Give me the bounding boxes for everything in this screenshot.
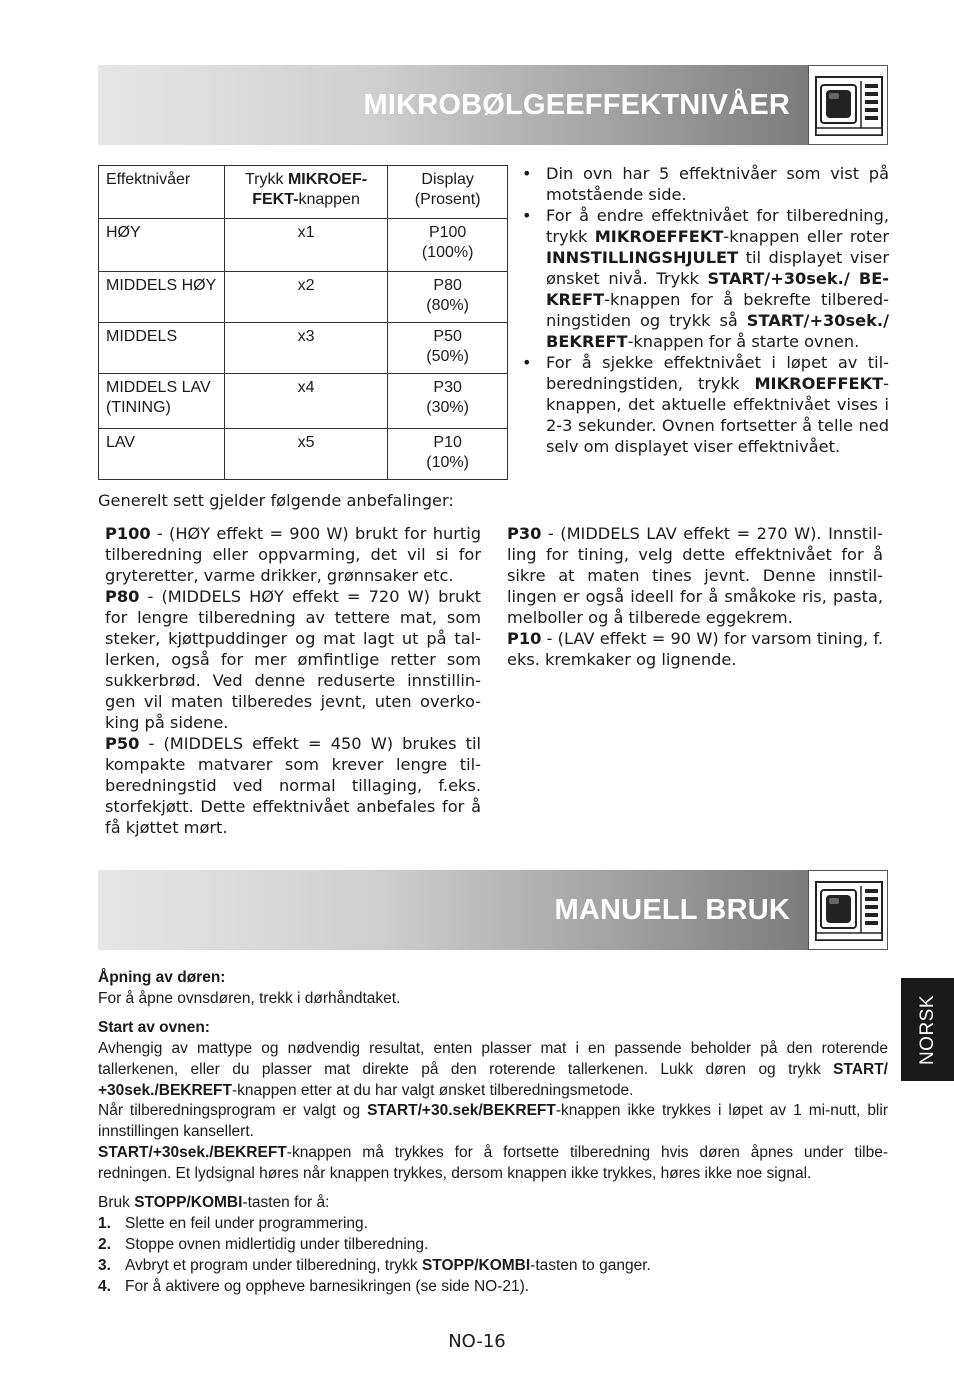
language-label: NORSK [916,994,938,1065]
text: x5 [297,434,315,451]
table-row [99,429,508,480]
text: For å aktivere og oppheve barnesikringen (se side NO-21). [125,1278,530,1295]
text: P10 [433,434,462,451]
text: Din ovn har 5 effektnivåer som vist på motstående side. [546,164,889,204]
text: -tasten for å: [242,1194,330,1211]
recommendation-paragraph [105,523,481,586]
list-number: 4. [98,1278,111,1295]
bold-text: STOPP/KOMBI [134,1194,243,1211]
table-header-cell [99,166,225,219]
text: x3 [297,328,315,345]
bullet-item [522,352,889,457]
level-cell [99,272,225,323]
section-title: MIKROBØLGEEFFEKTNIVÅER [363,89,790,121]
bold-text: START/ +30sek./BEKREFT [98,1061,888,1099]
table-header-cell [388,166,508,219]
recommendation-paragraph [507,523,883,628]
list-item [98,1276,651,1297]
text: (30%) [426,399,469,416]
text: MIDDELS [106,328,178,345]
recommendations-right-column [507,523,883,670]
bold-text: MIKROEFFEKT [594,227,724,246]
bold-text: P10 [507,629,542,648]
display-cell [388,219,508,272]
text: x4 [297,379,315,396]
presses-cell [224,219,387,272]
text: P30 [433,379,462,396]
text: Effektnivåer [106,171,191,188]
language-tab [901,978,954,1081]
bullet-item [522,163,889,205]
text: P80 [433,277,462,294]
text: (TINING) [106,399,171,416]
bold-text: P30 [507,524,542,543]
text: For å sjekke effektnivået i løpet av til-beredningstiden, trykk [546,353,889,393]
table-row [99,374,508,429]
recommendations-left-column [105,523,481,838]
table-row [99,219,508,272]
text: (80%) [426,297,469,314]
start-paragraph-2 [98,1100,888,1142]
list-number: 1. [98,1215,111,1232]
page-number: NO-16 [448,1331,506,1352]
table-header-cell [224,166,387,219]
text: - (MIDDELS HØY effekt = 720 W) brukt for lengre tilberedning av tettere mat, som steker, kjøttpuddinger og mat lagt ut på tal-lerken, også for mer ømfintlige retter som sukkerbrød. Ved denne reduserte innstillin-gen vil maten tilberedes jevnt, uten overko-king på sidene. [105,587,481,732]
text: (50%) [426,348,469,365]
bold-text: P80 [105,587,140,606]
section-banner-manual-use [98,870,888,950]
display-cell [388,323,508,374]
bold-text: START/+30.sek/BEKREFT [367,1102,556,1119]
recommendations-intro: Generelt sett gjelder følgende anbefalinger: [98,491,454,510]
text: -knappen etter at du har valgt ønsket tilberedningsmetode. [231,1082,634,1099]
recommendation-paragraph [507,628,883,670]
bold-text: START/+30sek./ BEKREFT [546,311,889,351]
text: Avhengig av mattype og nødvendig resultat, enten plasser mat i en passende beholder på den roterende tallerkenen, eller du plasser mat direkte på den roterende tallerkenen. Lukk døren og trykk [98,1040,888,1078]
text: - (HØY effekt = 900 W) brukt for hurtig tilberedning eller oppvarming, det vil si for gryteretter, varme drikker, grønnsaker etc. [105,524,481,585]
bold-text: P50 [105,734,140,753]
bold-text: FEKT- [252,191,299,208]
text: -knappen, det aktuelle effektnivået vises i 2-3 sekunder. Ovnen fortsetter å telle ned selv om displayet viser effektnivået. [546,374,889,456]
display-cell [388,429,508,480]
start-paragraph-3 [98,1142,888,1184]
text: Trykk [245,171,288,188]
bold-text: STOPP/KOMBI [421,1257,531,1274]
list-number: 3. [98,1257,111,1274]
text: LAV [106,434,136,451]
recommendation-paragraph [105,733,481,838]
bold-text: START/+30sek./BEKREFT [98,1144,287,1161]
text: Display [421,171,474,188]
list-number: 2. [98,1236,111,1253]
text: (100%) [421,244,474,261]
level-cell [99,219,225,272]
bold-text: INNSTILLINGSHJULET [546,248,739,267]
text: Stoppe ovnen midlertidig under tilberedning. [125,1236,429,1253]
level-cell [99,323,225,374]
text: (10%) [426,454,469,471]
presses-cell [224,323,387,374]
level-cell [99,429,225,480]
text: (Prosent) [414,191,481,208]
bold-text: P100 [105,524,151,543]
door-text: For å åpne ovnsdøren, trekk i dørhåndtaket. [98,990,401,1007]
text: Når tilberedningsprogram er valgt og [98,1102,368,1119]
presses-cell [224,374,387,429]
text: MIDDELS LAV [106,379,211,396]
text: x2 [297,277,315,294]
table-row [99,323,508,374]
text: HØY [106,224,141,241]
text: Avbryt et program under tilberedning, trykk [125,1257,422,1274]
bullet-item [522,205,889,352]
text: -tasten to ganger. [530,1257,651,1274]
stop-function-list [98,1213,651,1297]
level-cell [99,374,225,429]
text: knappen [298,191,360,208]
text: P50 [433,328,462,345]
microwave-icon [808,65,888,145]
stop-intro [98,1192,888,1213]
presses-cell [224,272,387,323]
text: Slette en feil under programmering. [125,1215,368,1232]
bold-text: MIKROEFFEKT [754,374,884,393]
power-level-table [98,165,508,480]
text: -knappen må trykkes for å fortsette tilberedning hvis døren åpnes under tilbe-redningen. Et lydsignal høres når knappen trykkes, dersom knappen ikke trykkes, høres ikke noe signal. [98,1144,888,1182]
text: For å endre effektnivået for tilberedning, trykk [546,206,889,246]
bold-text: START/+30sek./ BE-KREFT [546,269,889,309]
section-banner-power-levels [98,65,888,145]
start-paragraph-1 [98,1038,888,1101]
power-level-bullets [522,163,889,457]
table-header-row [99,166,508,219]
text: P100 [428,224,467,241]
display-cell [388,374,508,429]
door-heading: Åpning av døren: [98,969,226,986]
list-item [98,1213,651,1234]
text: -knappen eller roter [723,227,889,246]
bold-text: MIKROEF- [287,171,368,188]
text: x1 [297,224,315,241]
recommendation-paragraph [105,586,481,733]
display-cell [388,272,508,323]
presses-cell [224,429,387,480]
text: -knappen for å bekrefte tilbered-ningstiden og trykk så [546,290,889,330]
text: til displayet viser ønsket nivå. Trykk [546,248,889,288]
text: -knappen for å starte ovnen. [627,332,860,351]
text: MIDDELS HØY [106,277,217,294]
start-heading: Start av ovnen: [98,1019,210,1036]
text: Bruk [98,1194,135,1211]
table-row [99,272,508,323]
list-item [98,1234,651,1255]
list-item [98,1255,651,1276]
text: - (LAV effekt = 90 W) for varsom tining, f. eks. kremkaker og lignende. [507,629,883,669]
text: - (MIDDELS effekt = 450 W) brukes til kompakte matvarer som krever lengre til-beredningstid ved normal tillaging, f.eks. storfekjøtt. Dette effektnivået anbefales for å få kjøttet mørt. [105,734,481,837]
text: - (MIDDELS LAV effekt = 270 W). Innstil-ling for tining, velg dette effektnivået for å sikre at maten tines jevnt. Denne innstil-lingen er også ideell for å småkoke ris, pasta, melboller og å tilberede eggekrem. [507,524,883,627]
section-title: MANUELL BRUK [554,894,790,926]
text: -knappen ikke trykkes i løpet av 1 mi-nutt, blir innstillingen kansellert. [98,1102,888,1140]
microwave-icon [808,870,888,950]
